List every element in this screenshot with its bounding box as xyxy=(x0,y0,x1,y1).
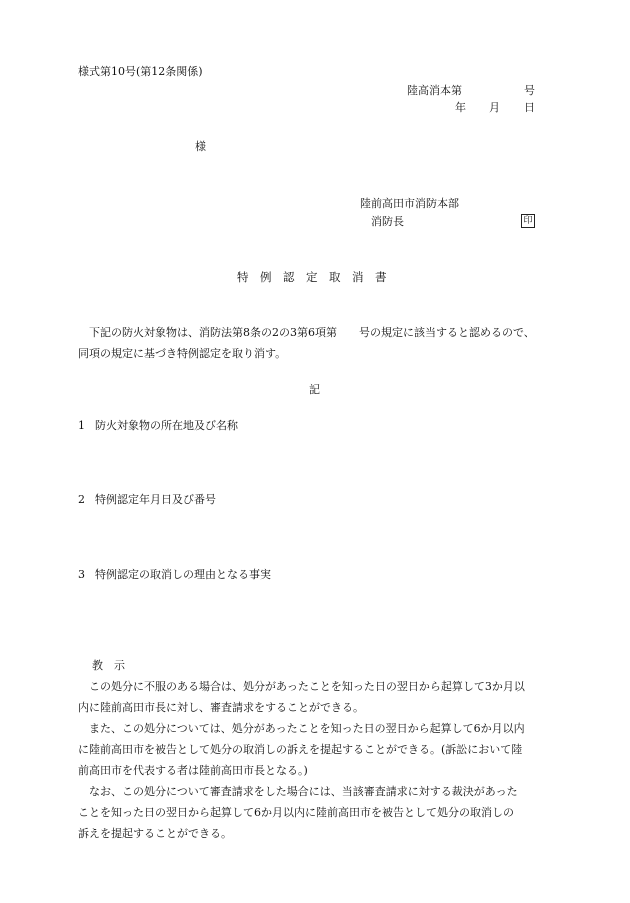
item-1-number: 1 xyxy=(78,419,85,432)
item-2-text: 特例認定年月日及び番号 xyxy=(95,493,216,506)
body-paragraph xyxy=(78,322,558,364)
seal-text: 印 xyxy=(521,214,535,228)
document-number-prefix: 陸高消本第 xyxy=(407,84,462,97)
item-3-text: 特例認定の取消しの理由となる事実 xyxy=(95,568,271,581)
notice-body xyxy=(78,676,558,844)
item-2 xyxy=(78,494,216,505)
notice-p2-line-2: に陸前高田市を被告として処分の取消しの訴えを提起することができる。(訴訟において陸 xyxy=(78,743,523,756)
sender-title: 消防長 xyxy=(371,215,404,228)
notice-p1-line-2: 内に陸前高田市長に対し、審査請求をすることができる。 xyxy=(78,701,364,714)
date-day: 日 xyxy=(524,101,535,114)
seal-mark xyxy=(521,214,535,228)
notice-heading: 教 示 xyxy=(92,659,125,672)
item-3-number: 3 xyxy=(78,568,85,581)
notice-p2-line-1: また、この処分については、処分があったことを知った日の翌日から起算して6か月以内 xyxy=(89,722,525,735)
notice-p3-line-1: なお、この処分について審査請求をした場合には、当該審査請求に対する裁決があった xyxy=(89,785,518,798)
body-line-2: 同項の規定に基づき特例認定を取り消す。 xyxy=(78,347,287,360)
document-title: 特 例 認 定 取 消 書 xyxy=(237,270,387,284)
notice-p1-line-1: この処分に不服のある場合は、処分があったことを知った日の翌日から起算して3か月以 xyxy=(89,680,525,693)
form-number: 様式第10号(第12条関係) xyxy=(78,65,203,78)
date-year: 年 xyxy=(455,101,466,114)
body-line-1: 下記の防火対象物は、消防法第8条の2の3第6項第 号の規定に該当すると認めるので、 xyxy=(89,326,535,339)
item-1-text: 防火対象物の所在地及び名称 xyxy=(95,419,238,432)
date-month: 月 xyxy=(489,101,500,114)
ki-heading: 記 xyxy=(309,383,320,396)
sender-organization: 陸前高田市消防本部 xyxy=(360,197,459,210)
document-number-suffix: 号 xyxy=(524,84,535,97)
item-1 xyxy=(78,420,238,431)
item-2-number: 2 xyxy=(78,493,85,506)
notice-p3-line-3: 訴えを提起することができる。 xyxy=(78,827,232,840)
notice-p3-line-2: ことを知った日の翌日から起算して6か月以内に陸前高田市を被告として処分の取消しの xyxy=(78,806,514,819)
notice-p2-line-3: 前高田市を代表する者は陸前高田市長となる。) xyxy=(78,764,308,777)
item-3 xyxy=(78,569,271,580)
addressee-honorific: 様 xyxy=(195,140,206,153)
